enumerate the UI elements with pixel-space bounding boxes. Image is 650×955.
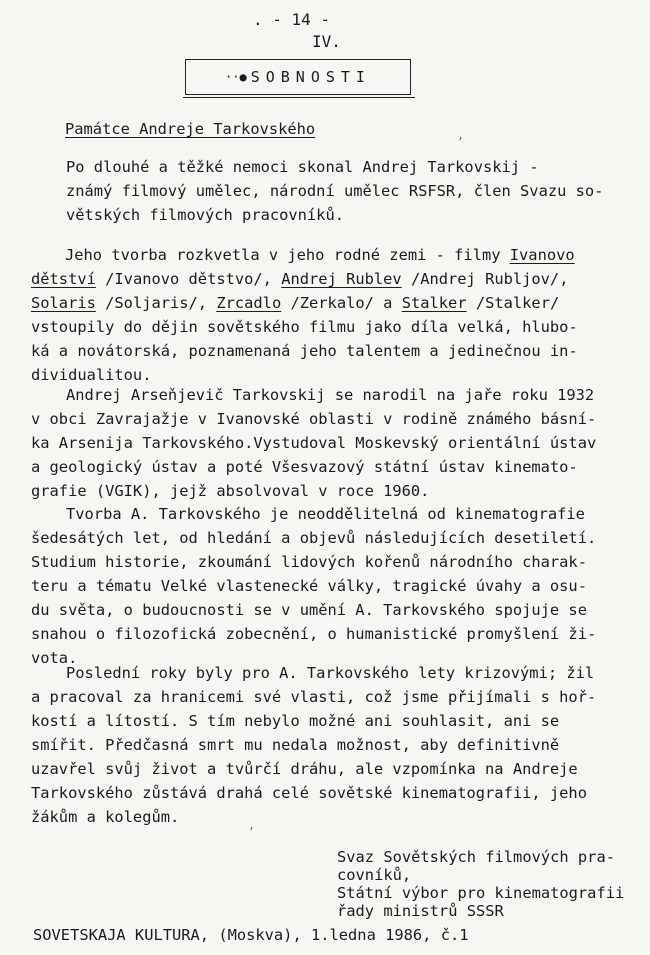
p5-line-2: a pracoval za hranicemi své vlasti, což jsme přijímali s hoř- — [31, 688, 597, 706]
p2-line-2: dětství /Ivanovo dětstvo/, Andrej Rublev /Andrej Rubljov/, — [31, 270, 569, 288]
p2-line-3: Solaris /Soljaris/, Zrcadlo /Zerkalo/ a Stalker /Stalker/ — [31, 294, 560, 312]
p4-line-1: Tvorba A. Tarkovského je neoddělitelná od kinematografie — [66, 505, 585, 523]
p1-line-1: Po dlouhé a těžké nemoci skonal Andrej Tarkovskij - — [66, 158, 539, 176]
p2-line-5: ká a novátorská, poznamenaná jeho talentem a jedinečnou in- — [31, 342, 578, 360]
p4-line-7: vota. — [31, 649, 78, 667]
scan-speck: , — [457, 128, 465, 142]
source-citation: SOVETSKAJA KULTURA, (Moskva), 1.ledna 1986, č.1 — [33, 926, 469, 944]
signature-line-2: covníků, — [337, 866, 412, 884]
film-title: Stalker — [401, 294, 467, 312]
p3-line-2: v obci Zavrajažje v Ivanovské oblasti v rodině známého básní- — [31, 410, 597, 428]
signature-line-3: Státní výbor pro kinematografii — [337, 884, 625, 902]
p3-line-3: ka Arsenija Tarkovského.Vystudoval Moskevský orientální ústav — [31, 434, 597, 452]
p5-line-6: Tarkovského zůstává drahá celé sovětské kinematografii, jeho — [31, 784, 587, 802]
p5-line-4: smířit. Předčasná smrt mu nedala možnost, aby definitivně — [31, 736, 560, 754]
p2-line-1: Jeho tvorba rozkvetla v jeho rodné zemi - filmy Ivanovo — [65, 246, 575, 264]
p1-line-2: známý filmový umělec, národní umělec RSFSR, člen Svazu so- — [66, 182, 604, 200]
p3-line-4: a geologický ústav a poté Všesvazový státní ústav kinemato- — [31, 458, 578, 476]
film-title: Solaris — [31, 294, 96, 312]
signature-line-1: Svaz Sovětských filmových pra- — [337, 848, 615, 866]
p4-line-4: teru a tématu Velké vlastenecké války, tragické úvahy a osu- — [31, 577, 587, 595]
p4-line-5: du světa, o budoucnosti se v umění A. Tarkovského spojuje se — [31, 601, 587, 619]
p4-line-6: snahou o filozofická zobecnění, o humanistické promyšlení ži- — [31, 625, 597, 643]
p2-line-6: dividualitou. — [31, 366, 152, 384]
scan-speck: , — [248, 818, 256, 832]
section-title — [186, 60, 410, 94]
p4-line-3: Studium historie, zkoumání lidových kořenů národního charak- — [31, 553, 587, 571]
p1-line-3: větských filmových pracovníků. — [66, 206, 344, 224]
film-title: Andrej Rublev — [281, 270, 402, 288]
p3-line-5: grafie (VGIK), jejž absolvoval v roce 1960. — [31, 482, 430, 500]
p5-line-7: žákům a kolegům. — [31, 808, 180, 826]
p5-line-1: Poslední roky byly pro A. Tarkovského lety krizovými; žil — [66, 664, 595, 682]
p5-line-5: uzavřel svůj život a tvůrčí dráhu, ale vzpomínka na Andreje — [31, 760, 578, 778]
p3-line-1: Andrej Arseňjevič Tarkovskij se narodil na jaře roku 1932 — [66, 386, 595, 404]
p4-line-2: šedesátých let, od hledání a objevů následujících desetiletí. — [31, 529, 597, 547]
bullet-icon: ··● — [225, 70, 247, 84]
film-title: Zrcadlo — [216, 294, 282, 312]
film-title: dětství — [31, 270, 96, 288]
p2-line-4: vstoupily do dějin sovětského filmu jako díla velká, hlubo- — [31, 318, 578, 336]
p5-line-3: kostí a lítostí. S tím nebylo možné ani souhlasit, ani se — [31, 712, 560, 730]
film-title: Ivanovo — [509, 246, 575, 264]
signature-line-4: řady ministrů SSSR — [337, 902, 504, 920]
page-number: . - 14 - — [253, 10, 331, 29]
section-title-text: SOBNOSTI — [250, 68, 371, 86]
section-title-box — [185, 59, 411, 95]
article-heading: Památce Andreje Tarkovského — [65, 120, 316, 138]
section-number: IV. — [312, 32, 341, 51]
